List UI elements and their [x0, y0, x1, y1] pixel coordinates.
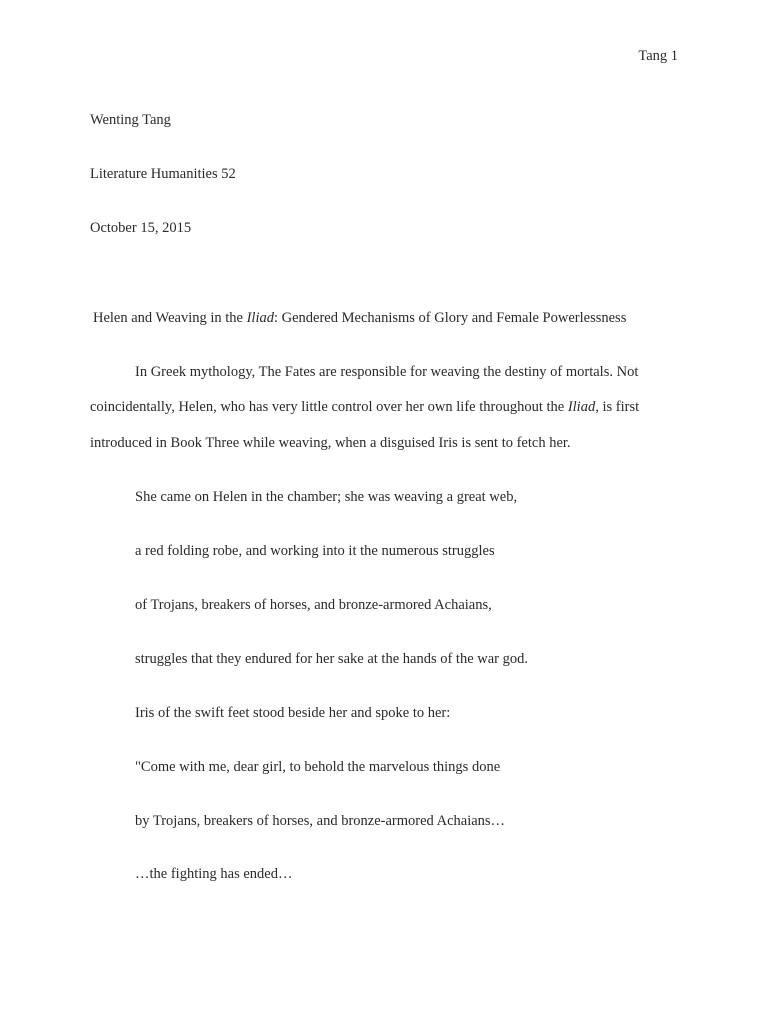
paragraph-line — [90, 399, 639, 416]
quote-line: Iris of the swift feet stood beside her and spoke to her: — [135, 705, 451, 721]
quote-line: …the fighting has ended… — [135, 866, 293, 882]
document-date: October 15, 2015 — [90, 220, 192, 236]
paragraph-text: , is first — [595, 399, 640, 415]
paragraph-line: In Greek mythology, The Fates are responsible for weaving the destiny of mortals. Not — [135, 364, 639, 380]
paragraph-italic: Iliad — [567, 399, 596, 415]
paragraph-text: coincidentally, Helen, who has very little control over her own life throughout the — [90, 399, 568, 415]
quote-line: of Trojans, breakers of horses, and bronze-armored Achaians, — [135, 597, 492, 613]
quote-line: "Come with me, dear girl, to behold the marvelous things done — [135, 759, 501, 775]
essay-title — [93, 310, 626, 327]
author-name: Wenting Tang — [90, 112, 171, 128]
quote-line: a red folding robe, and working into it the numerous struggles — [135, 543, 495, 559]
quote-line: struggles that they endured for her sake at the hands of the war god. — [135, 651, 528, 667]
title-part: Helen and Weaving in the — [93, 310, 247, 326]
page-header: Tang 1 — [638, 48, 678, 64]
title-italic: Iliad — [246, 310, 274, 326]
course-name: Literature Humanities 52 — [90, 166, 236, 182]
title-part: : Gendered Mechanisms of Glory and Female Powerlessness — [273, 310, 627, 326]
quote-line: by Trojans, breakers of horses, and bronze-armored Achaians… — [135, 813, 506, 829]
quote-line: She came on Helen in the chamber; she was weaving a great web, — [135, 489, 518, 505]
paragraph-line: introduced in Book Three while weaving, when a disguised Iris is sent to fetch her. — [90, 435, 571, 451]
